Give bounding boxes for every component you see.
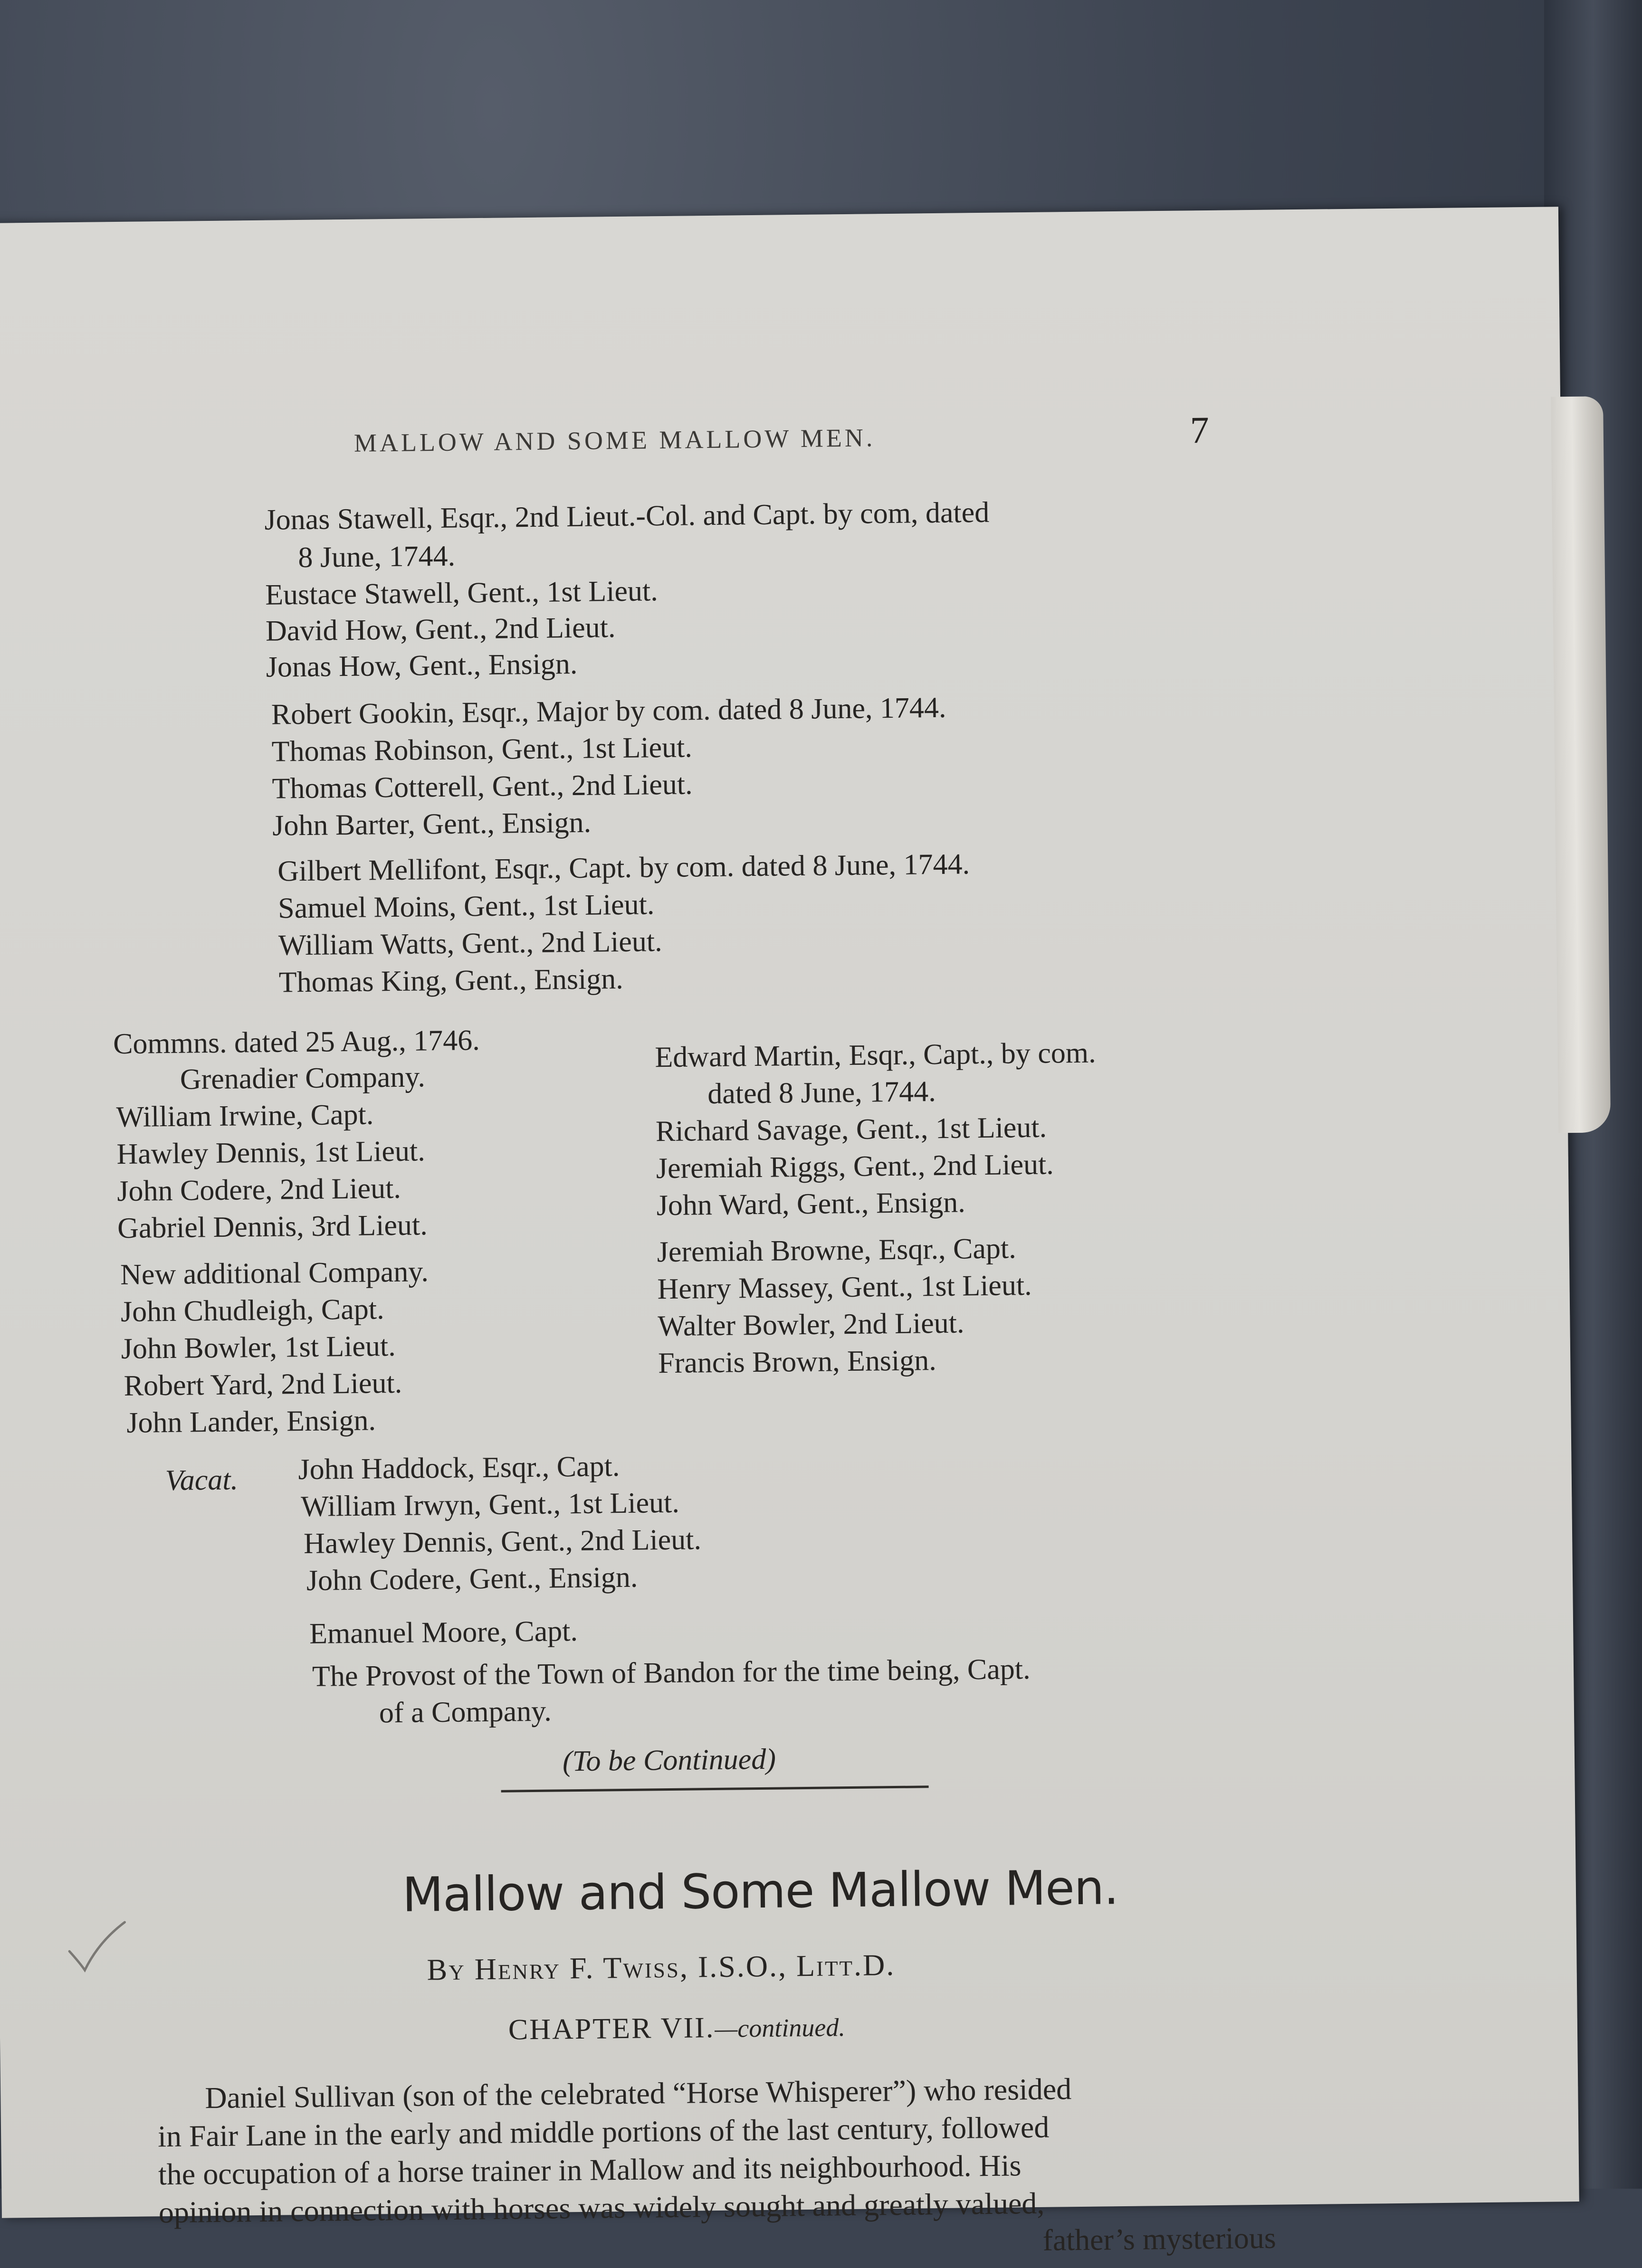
left-column-line: John Chudleigh, Capt. [120,1293,384,1329]
closing-line: Emanuel Moore, Capt. [309,1615,578,1650]
right-column-line: Jeremiah Browne, Esqr., Capt. [657,1232,1016,1269]
officer-line: Jonas How, Gent., Ensign. [266,647,578,683]
right-column-line: Henry Massey, Gent., 1st Lieut. [657,1269,1032,1306]
right-column-line: Richard Savage, Gent., 1st Lieut. [655,1111,1047,1148]
officer-line: David How, Gent., 2nd Lieut. [265,611,616,647]
running-title: MALLOW AND SOME MALLOW MEN. [353,423,876,457]
officer-line: Robert Gookin, Esqr., Major by com. dated 8 June, 1744. [271,691,946,731]
left-column-line: Gabriel Dennis, 3rd Lieut. [117,1209,428,1245]
left-column-line: New additional Company. [120,1255,429,1291]
chapter-continued: —continued. [715,2013,846,2043]
article-title: Mallow and Some Mallow Men. [402,1860,1119,1923]
pencil-checkmark [65,1917,127,1975]
chapter-heading [508,2010,846,2047]
vacat-line: John Haddock, Esqr., Capt. [298,1450,620,1486]
closing-line: of a Company. [379,1695,552,1729]
closing-line: The Provost of the Town of Bandon for the time being, Capt. [312,1653,1031,1693]
left-column-line: William Irwine, Capt. [116,1098,374,1134]
page-text [0,207,1579,2257]
left-column-line: Commns. dated 25 Aug., 1746. [113,1024,480,1061]
left-column-line: John Lander, Ensign. [126,1404,376,1439]
right-column-line: Walter Bowler, 2nd Lieut. [658,1307,964,1343]
officer-line: Thomas Cotterell, Gent., 2nd Lieut. [272,768,693,805]
body-line-partial: father’s mysterious [1042,2221,1277,2257]
article-byline: By Henry F. Twiss, I.S.O., Litt.D. [427,1948,896,1987]
section-rule [501,1785,929,1792]
officer-line: William Watts, Gent., 2nd Lieut. [278,925,662,962]
body-line: in Fair Lane in the early and middle portions of the last century, followed [157,2110,1050,2154]
right-column-line: John Ward, Gent., Ensign. [656,1186,966,1222]
chapter-number: CHAPTER VII. [508,2012,715,2046]
vacat-line: Hawley Dennis, Gent., 2nd Lieut. [303,1523,702,1560]
body-line: the occupation of a horse trainer in Mallow and its neighbourhood. His [158,2148,1021,2192]
left-column-line: John Bowler, 1st Lieut. [121,1329,396,1366]
vacat-line: William Irwyn, Gent., 1st Lieut. [300,1486,680,1523]
right-column-line: Edward Martin, Esqr., Capt., by com. [655,1036,1096,1074]
officer-line: Eustace Stawell, Gent., 1st Lieut. [265,575,659,611]
left-column-line: Robert Yard, 2nd Lieut. [124,1366,402,1402]
left-column-line: Grenadier Company. [180,1061,426,1096]
right-column-line: Francis Brown, Ensign. [658,1344,937,1380]
officer-line: Jonas Stawell, Esqr., 2nd Lieut.-Col. and Capt. by com, dated [264,496,990,536]
officer-line: John Barter, Gent., Ensign. [272,806,592,842]
left-column-line: Hawley Dennis, 1st Lieut. [116,1135,426,1171]
body-line: Daniel Sullivan (son of the celebrated “Horse Whisperer”) who resided [204,2072,1072,2115]
officer-line: Thomas King, Gent., Ensign. [278,962,624,999]
body-line: opinion in connection with horses was widely sought and greatly valued, [158,2186,1045,2230]
officer-line: 8 June, 1744. [298,540,456,574]
page-number: 7 [1190,409,1210,452]
officer-line: Thomas Robinson, Gent., 1st Lieut. [271,731,693,768]
vacat-label: Vacat. [165,1463,239,1497]
vacat-line: John Codere, Gent., Ensign. [306,1561,638,1597]
left-column-line: John Codere, 2nd Lieut. [117,1172,401,1208]
right-column-line: Jeremiah Riggs, Gent., 2nd Lieut. [656,1148,1054,1185]
officer-line: Gilbert Mellifont, Esqr., Capt. by com. dated 8 June, 1744. [277,848,970,888]
right-column-line: dated 8 June, 1744. [707,1075,936,1110]
to-be-continued: (To be Continued) [562,1743,776,1778]
book-page [0,207,1579,2257]
officer-line: Samuel Moins, Gent., 1st Lieut. [277,888,655,925]
